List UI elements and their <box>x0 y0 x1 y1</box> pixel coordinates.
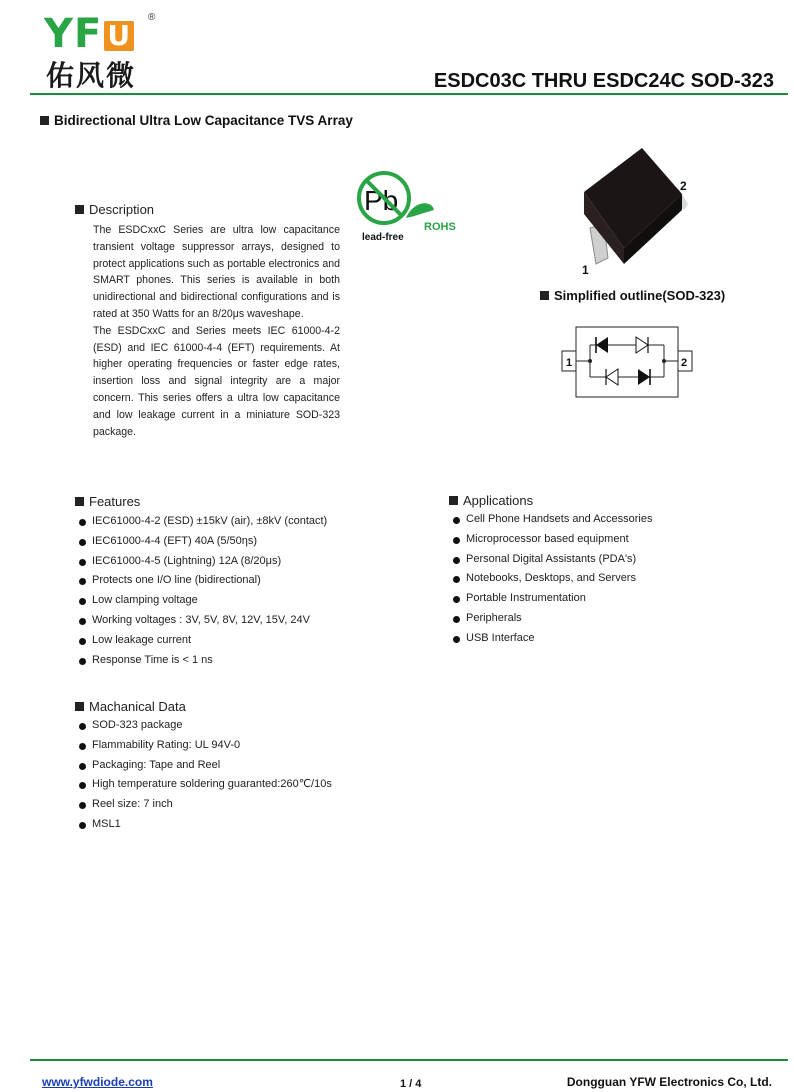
list-item: SOD-323 package <box>79 716 332 736</box>
sod323-package-image <box>578 148 698 278</box>
list-item: High temperature soldering guaranted:260℃/10s <box>79 775 332 795</box>
registered-mark: ® <box>148 12 156 23</box>
outline-caption: Simplified outline(SOD-323) <box>540 288 725 303</box>
list-item: Flammability Rating: UL 94V-0 <box>79 736 332 756</box>
list-item: Personal Digital Assistants (PDA's) <box>453 550 653 570</box>
list-item: Low clamping voltage <box>79 591 327 611</box>
list-item: Packaging: Tape and Reel <box>79 756 332 776</box>
package-pin2-label: 2 <box>680 179 687 193</box>
square-bullet-icon <box>40 116 49 125</box>
logo-wordmark: YF U <box>44 14 134 54</box>
header-divider <box>30 93 788 95</box>
leaf-icon <box>406 203 434 218</box>
list-item: Notebooks, Desktops, and Servers <box>453 569 653 589</box>
features-list <box>79 512 327 670</box>
tvs-diode-icon <box>638 369 650 385</box>
list-item: IEC61000-4-4 (EFT) 40A (5/50ηs) <box>79 532 327 552</box>
list-item: Low leakage current <box>79 631 327 651</box>
schematic-pin2-label: 2 <box>681 357 688 369</box>
schematic-pin1-label: 1 <box>566 357 573 369</box>
description-heading: Description <box>75 202 154 217</box>
description-paragraph: The ESDCxxC Series are ultra low capacitance transient voltage suppressor arrays, designed to protect applications such as portable electronics and SMART phones. This series is available in both unidirectional and bidirectional configurations and is rated at 350 Watts for an 8/20μs waveshape. <box>93 224 340 320</box>
list-item: USB Interface <box>453 629 653 649</box>
website-link[interactable]: www.yfwdiode.com <box>42 1075 153 1089</box>
list-item: Reel size: 7 inch <box>79 795 332 815</box>
junction-dot <box>662 359 666 363</box>
tvs-diode-icon <box>596 337 608 353</box>
square-bullet-icon <box>75 497 84 506</box>
document-subtitle: Bidirectional Ultra Low Capacitance TVS Array <box>40 113 353 128</box>
square-bullet-icon <box>75 205 84 214</box>
document-title: ESDC03C THRU ESDC24C SOD-323 <box>433 70 774 92</box>
junction-dot <box>588 359 592 363</box>
list-item: Protects one I/O line (bidirectional) <box>79 571 327 591</box>
steering-diode-icon <box>606 369 618 385</box>
list-item: MSL1 <box>79 815 332 835</box>
rohs-label: ROHS <box>424 221 456 233</box>
square-bullet-icon <box>449 496 458 505</box>
list-item: Portable Instrumentation <box>453 589 653 609</box>
list-item: Working voltages : 3V, 5V, 8V, 12V, 15V, 24V <box>79 611 327 631</box>
list-item: Cell Phone Handsets and Accessories <box>453 510 653 530</box>
applications-heading: Applications <box>449 493 533 508</box>
package-pin1-label: 1 <box>582 263 589 277</box>
simplified-schematic <box>560 323 700 399</box>
lead-free-label: lead-free <box>362 232 404 243</box>
description-paragraph: The ESDCxxC and Series meets IEC 61000-4-2 (ESD) and IEC 61000-4-4 (EFT) requirements. At higher operating frequencies or faster edge rates, insertion loss and signal integrity are a major concern. This series offers a ultra low capacitance and low leakage current in a miniature SOD-323 package. <box>93 324 340 438</box>
square-bullet-icon <box>75 702 84 711</box>
rohs-lead-free-badge <box>354 170 464 246</box>
page-number: 1 / 4 <box>400 1078 422 1090</box>
description-body <box>93 222 340 440</box>
logo-chinese-name: 佑风微 <box>46 59 137 92</box>
company-name: Dongguan YFW Electronics Co, Ltd. <box>566 1075 772 1089</box>
applications-list <box>453 510 653 649</box>
logo-u-mark: U <box>104 21 134 51</box>
pb-symbol: Pb <box>364 185 399 216</box>
list-item: IEC61000-4-5 (Lightning) 12A (8/20μs) <box>79 552 327 572</box>
list-item: Peripherals <box>453 609 653 629</box>
company-logo <box>44 11 164 94</box>
mechanical-list <box>79 716 332 835</box>
list-item: Microprocessor based equipment <box>453 530 653 550</box>
list-item: Response Time is < 1 ns <box>79 651 327 671</box>
features-heading: Features <box>75 494 140 509</box>
square-bullet-icon <box>540 291 549 300</box>
footer-divider <box>30 1059 788 1061</box>
mechanical-heading: Machanical Data <box>75 699 186 714</box>
steering-diode-icon <box>636 337 648 353</box>
list-item: IEC61000-4-2 (ESD) ±15kV (air), ±8kV (contact) <box>79 512 327 532</box>
